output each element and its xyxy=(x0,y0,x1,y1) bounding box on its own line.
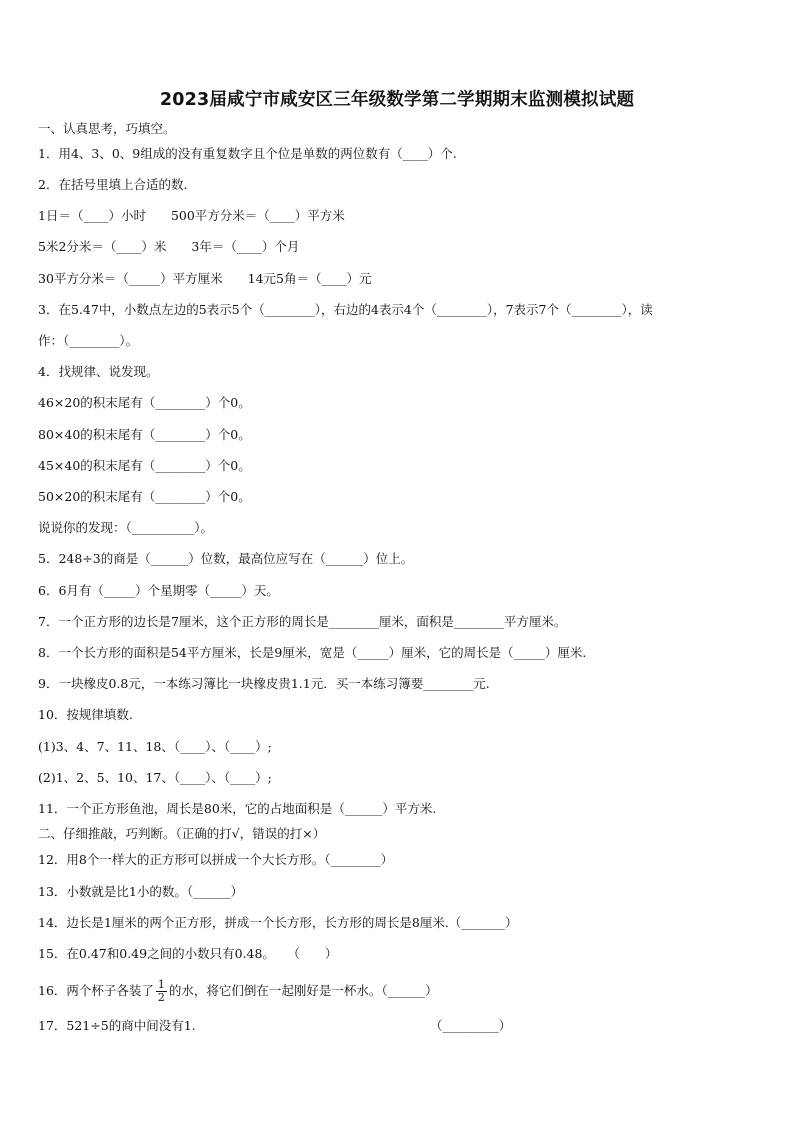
question-2-part-a: 1日＝（____）小时 500平方分米＝（____）平方米 xyxy=(38,208,345,223)
question-2-part-b: 5米2分米＝（____）米 3年＝（____）个月 xyxy=(38,239,300,254)
question-3-continued: 作：（________）。 xyxy=(38,333,139,348)
question-16-text-before: 16．两个杯子各装了 xyxy=(38,983,154,998)
section-2-heading: 二、仔细推敲，巧判断。（正确的打√，错误的打×） xyxy=(38,826,326,841)
question-5: 5．248÷3的商是（______）位数，最高位应写在（______）位上。 xyxy=(38,551,414,566)
question-4-item-1: 46×20的积末尾有（________）个0。 xyxy=(38,395,251,410)
question-1: 1．用4、3、0、9组成的没有重复数字且个位是单数的两位数有（____）个. xyxy=(38,146,457,161)
question-16 xyxy=(38,975,438,1007)
question-7: 7．一个正方形的边长是7厘米，这个正方形的周长是________厘米，面积是________平方厘米。 xyxy=(38,614,567,629)
question-12: 12．用8个一样大的正方形可以拼成一个大长方形。（________） xyxy=(38,852,394,867)
section-1-heading: 一、认真思考，巧填空。 xyxy=(38,121,176,136)
question-4-item-4: 50×20的积末尾有（________）个0。 xyxy=(38,489,251,504)
question-10-part-1: (1)3、4、7、11、18、（____）、（____）; xyxy=(38,739,272,754)
question-10-part-2: (2)1、2、5、10、17、（____）、（____）; xyxy=(38,770,272,785)
fraction-denominator: 2 xyxy=(157,991,165,1004)
question-8: 8．一个长方形的面积是54平方厘米，长是9厘米，宽是（_____）厘米，它的周长是（_____）厘米. xyxy=(38,645,587,660)
question-2: 2．在括号里填上合适的数. xyxy=(38,177,188,192)
question-15: 15．在0.47和0.49之间的小数只有0.48。 （ ） xyxy=(38,946,338,961)
question-6: 6．6月有（_____）个星期零（_____）天。 xyxy=(38,583,279,598)
question-17: 17．521÷5的商中间没有1. xyxy=(38,1018,196,1033)
question-4: 4．找规律、说发现。 xyxy=(38,364,159,379)
question-10: 10．按规律填数. xyxy=(38,707,133,722)
question-4-item-3: 45×40的积末尾有（________）个0。 xyxy=(38,458,251,473)
question-4-item-2: 80×40的积末尾有（________）个0。 xyxy=(38,427,251,442)
exam-title: 2023届咸宁市咸安区三年级数学第二学期期末监测模拟试题 xyxy=(159,90,635,110)
question-13: 13．小数就是比1小的数。（______） xyxy=(38,884,244,899)
question-9: 9．一块橡皮0.8元，一本练习簿比一块橡皮贵1.1元．买一本练习簿要________元. xyxy=(38,676,490,691)
fraction-numerator: 1 xyxy=(157,978,165,991)
question-16-text-after: 的水，将它们倒在一起刚好是一杯水。（______） xyxy=(168,983,438,998)
question-14: 14．边长是1厘米的两个正方形，拼成一个长方形，长方形的周长是8厘米.（_______） xyxy=(38,915,518,930)
question-11: 11．一个正方形鱼池，周长是80米，它的占地面积是（______）平方米. xyxy=(38,801,437,816)
question-17-answer-blank: （_________） xyxy=(430,1018,512,1033)
question-3: 3．在5.47中，小数点左边的5表示5个（________），右边的4表示4个（________），7表示7个（________），读 xyxy=(38,302,653,317)
question-4-finding: 说说你的发现：（__________）。 xyxy=(38,520,214,535)
question-2-part-c: 30平方分米＝（_____）平方厘米 14元5角＝（____）元 xyxy=(38,271,372,286)
fraction-one-half xyxy=(156,979,167,1004)
